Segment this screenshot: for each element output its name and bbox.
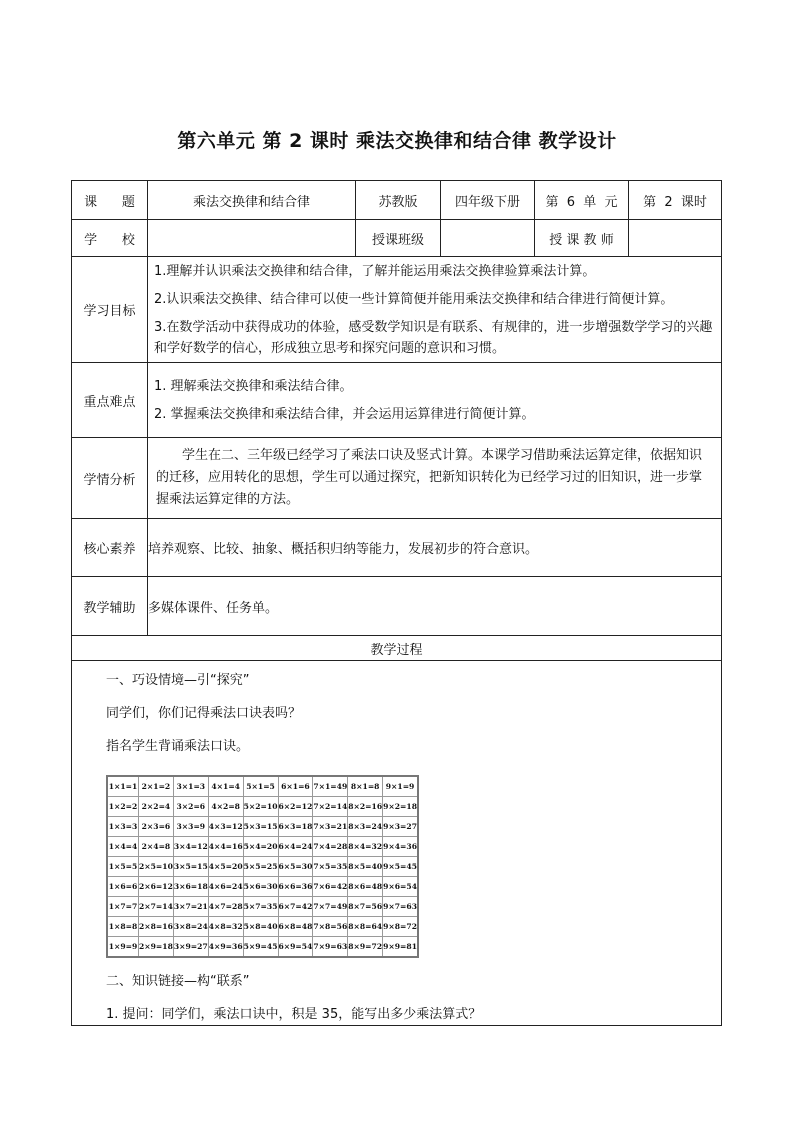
mult-cell: 6×2=12 [278,797,313,817]
literacy-label: 核心素养 [72,519,148,577]
mult-cell: 7×2=14 [313,797,348,817]
mult-row [107,917,418,937]
literacy-text: 培养观察、比较、抽象、概括积归纳等能力，发展初步的符合意识。 [148,519,722,577]
mult-cell: 9×9=81 [383,937,418,958]
school-value[interactable] [148,220,356,257]
process-label: 教学过程 [72,636,722,661]
process-row [72,661,722,1026]
mult-cell: 8×7=56 [348,897,383,917]
key-point-item: 1. 理解乘法交换律和乘法结合律。 [154,378,353,394]
mult-row [107,837,418,857]
mult-cell: 9×5=45 [383,857,418,877]
key-points-label: 重点难点 [72,363,148,438]
class-label: 授课班级 [356,220,441,257]
mult-cell: 3×2=6 [173,797,208,817]
mult-cell: 9×6=54 [383,877,418,897]
mult-cell: 3×3=9 [173,817,208,837]
mult-cell: 4×8=32 [208,917,243,937]
header-row [72,181,722,220]
literacy-row [72,519,722,577]
mult-cell: 7×9=63 [313,937,348,958]
key-points-content [148,363,722,438]
mult-row [107,857,418,877]
key-point-item: 2. 掌握乘法交换律和乘法结合律，并会运用运算律进行简便计算。 [154,406,535,422]
page-title: 第六单元 第 2 课时 乘法交换律和结合律 教学设计 [177,130,617,152]
mult-cell: 7×1=49 [313,776,348,797]
aids-text: 多媒体课件、任务单。 [148,577,722,636]
mult-cell: 3×8=24 [173,917,208,937]
mult-cell: 1×4=4 [107,837,139,857]
multiplication-table [106,775,419,958]
mult-cell: 4×7=28 [208,897,243,917]
mult-cell: 7×8=56 [313,917,348,937]
analysis-row [72,438,722,519]
mult-cell: 7×4=28 [313,837,348,857]
goals-row [72,257,722,363]
mult-cell: 1×7=7 [107,897,139,917]
mult-cell: 4×2=8 [208,797,243,817]
mult-cell: 2×3=6 [139,817,174,837]
teacher-value[interactable] [629,220,722,257]
mult-cell: 5×1=5 [243,776,278,797]
mult-cell: 8×1=8 [348,776,383,797]
mult-cell: 8×6=48 [348,877,383,897]
mult-cell: 1×9=9 [107,937,139,958]
mult-cell: 6×8=48 [278,917,313,937]
mult-cell: 2×2=4 [139,797,174,817]
teacher-label: 授 课 教 师 [535,220,629,257]
mult-cell: 2×9=18 [139,937,174,958]
mult-cell: 7×3=21 [313,817,348,837]
mult-cell: 2×4=8 [139,837,174,857]
mult-cell: 5×8=40 [243,917,278,937]
mult-cell: 1×6=6 [107,877,139,897]
mult-row [107,897,418,917]
mult-cell: 2×7=14 [139,897,174,917]
school-row [72,220,722,257]
mult-cell: 2×5=10 [139,857,174,877]
mult-cell: 9×2=18 [383,797,418,817]
multiplication-table-image [106,775,687,958]
aids-label: 教学辅助 [72,577,148,636]
lesson: 第 2 课时 [629,181,722,220]
mult-cell: 4×5=20 [208,857,243,877]
mult-cell: 5×3=15 [243,817,278,837]
class-value[interactable] [441,220,535,257]
mult-cell: 7×7=49 [313,897,348,917]
analysis-label: 学情分析 [72,438,148,519]
key-points-row [72,363,722,438]
mult-cell: 3×7=21 [173,897,208,917]
mult-cell: 9×8=72 [383,917,418,937]
question-3: 1. 提问：同学们，乘法口诀中，积是 35，能写出多少乘法算式？ [106,1007,482,1022]
mult-cell: 1×3=3 [107,817,139,837]
process-content [72,661,722,1026]
mult-row [107,877,418,897]
mult-cell: 5×5=25 [243,857,278,877]
mult-cell: 5×9=45 [243,937,278,958]
mult-cell: 6×6=36 [278,877,313,897]
publisher: 苏教版 [356,181,441,220]
unit: 第 6 单 元 [535,181,629,220]
topic-label: 课 题 [72,181,148,220]
mult-cell: 2×1=2 [139,776,174,797]
mult-cell: 6×7=42 [278,897,313,917]
mult-row [107,817,418,837]
mult-cell: 5×4=20 [243,837,278,857]
mult-cell: 3×9=27 [173,937,208,958]
mult-cell: 3×6=18 [173,877,208,897]
mult-row [107,797,418,817]
mult-cell: 7×6=42 [313,877,348,897]
mult-cell: 4×9=36 [208,937,243,958]
grade: 四年级下册 [441,181,535,220]
mult-cell: 8×2=16 [348,797,383,817]
mult-cell: 3×5=15 [173,857,208,877]
section-1-heading: 一、巧设情境—引“探究” [106,673,250,688]
mult-cell: 4×4=16 [208,837,243,857]
mult-cell: 8×4=32 [348,837,383,857]
analysis-content [148,438,722,519]
mult-cell: 3×1=3 [173,776,208,797]
mult-cell: 1×8=8 [107,917,139,937]
mult-cell: 9×4=36 [383,837,418,857]
goal-item: 1.理解并认识乘法交换律和结合律，了解并能运用乘法交换律验算乘法计算。 [154,263,596,279]
mult-cell: 2×6=12 [139,877,174,897]
question-2: 指名学生背诵乘法口诀。 [106,739,250,754]
goal-item: 3.在数学活动中获得成功的体验，感受数学知识是有联系、有规律的，进一步增强数学学习的兴趣和学好数学的信心，形成独立思考和探究问题的意识和习惯。 [154,319,713,356]
mult-cell: 6×5=30 [278,857,313,877]
mult-cell: 6×4=24 [278,837,313,857]
mult-cell: 5×2=10 [243,797,278,817]
question-1: 同学们，你们记得乘法口诀表吗？ [106,706,302,721]
goal-item: 2.认识乘法交换律、结合律可以使一些计算简便并能用乘法交换律和结合律进行简便计算。 [154,291,674,307]
section-2-heading: 二、知识链接—构“联系” [106,974,250,989]
mult-row [107,776,418,797]
mult-cell: 3×4=12 [173,837,208,857]
mult-cell: 8×3=24 [348,817,383,837]
mult-cell: 4×6=24 [208,877,243,897]
mult-cell: 9×1=9 [383,776,418,797]
mult-cell: 6×3=18 [278,817,313,837]
topic-value: 乘法交换律和结合律 [148,181,356,220]
mult-cell: 9×3=27 [383,817,418,837]
mult-cell: 9×7=63 [383,897,418,917]
mult-cell: 8×5=40 [348,857,383,877]
mult-cell: 4×1=4 [208,776,243,797]
mult-cell: 6×9=54 [278,937,313,958]
analysis-text: 学生在二、三年级已经学习了乘法口诀及竖式计算。本课学习借助乘法运算定律，依据知识的迁移，应用转化的思想，学生可以通过探究，把新知识转化为已经学习过的旧知识，进一步掌握乘法运算定律的方法。 [156,448,703,507]
mult-cell: 1×5=5 [107,857,139,877]
mult-cell: 1×2=2 [107,797,139,817]
mult-cell: 2×8=16 [139,917,174,937]
goals-label: 学习目标 [72,257,148,363]
mult-cell: 5×6=30 [243,877,278,897]
mult-cell: 8×9=72 [348,937,383,958]
school-label: 学 校 [72,220,148,257]
process-header-row [72,636,722,661]
aids-row [72,577,722,636]
mult-row [107,937,418,958]
mult-cell: 8×8=64 [348,917,383,937]
goals-content [148,257,722,363]
mult-cell: 1×1=1 [107,776,139,797]
lesson-plan-table [71,180,722,1026]
mult-cell: 7×5=35 [313,857,348,877]
mult-cell: 5×7=35 [243,897,278,917]
mult-cell: 4×3=12 [208,817,243,837]
mult-cell: 6×1=6 [278,776,313,797]
